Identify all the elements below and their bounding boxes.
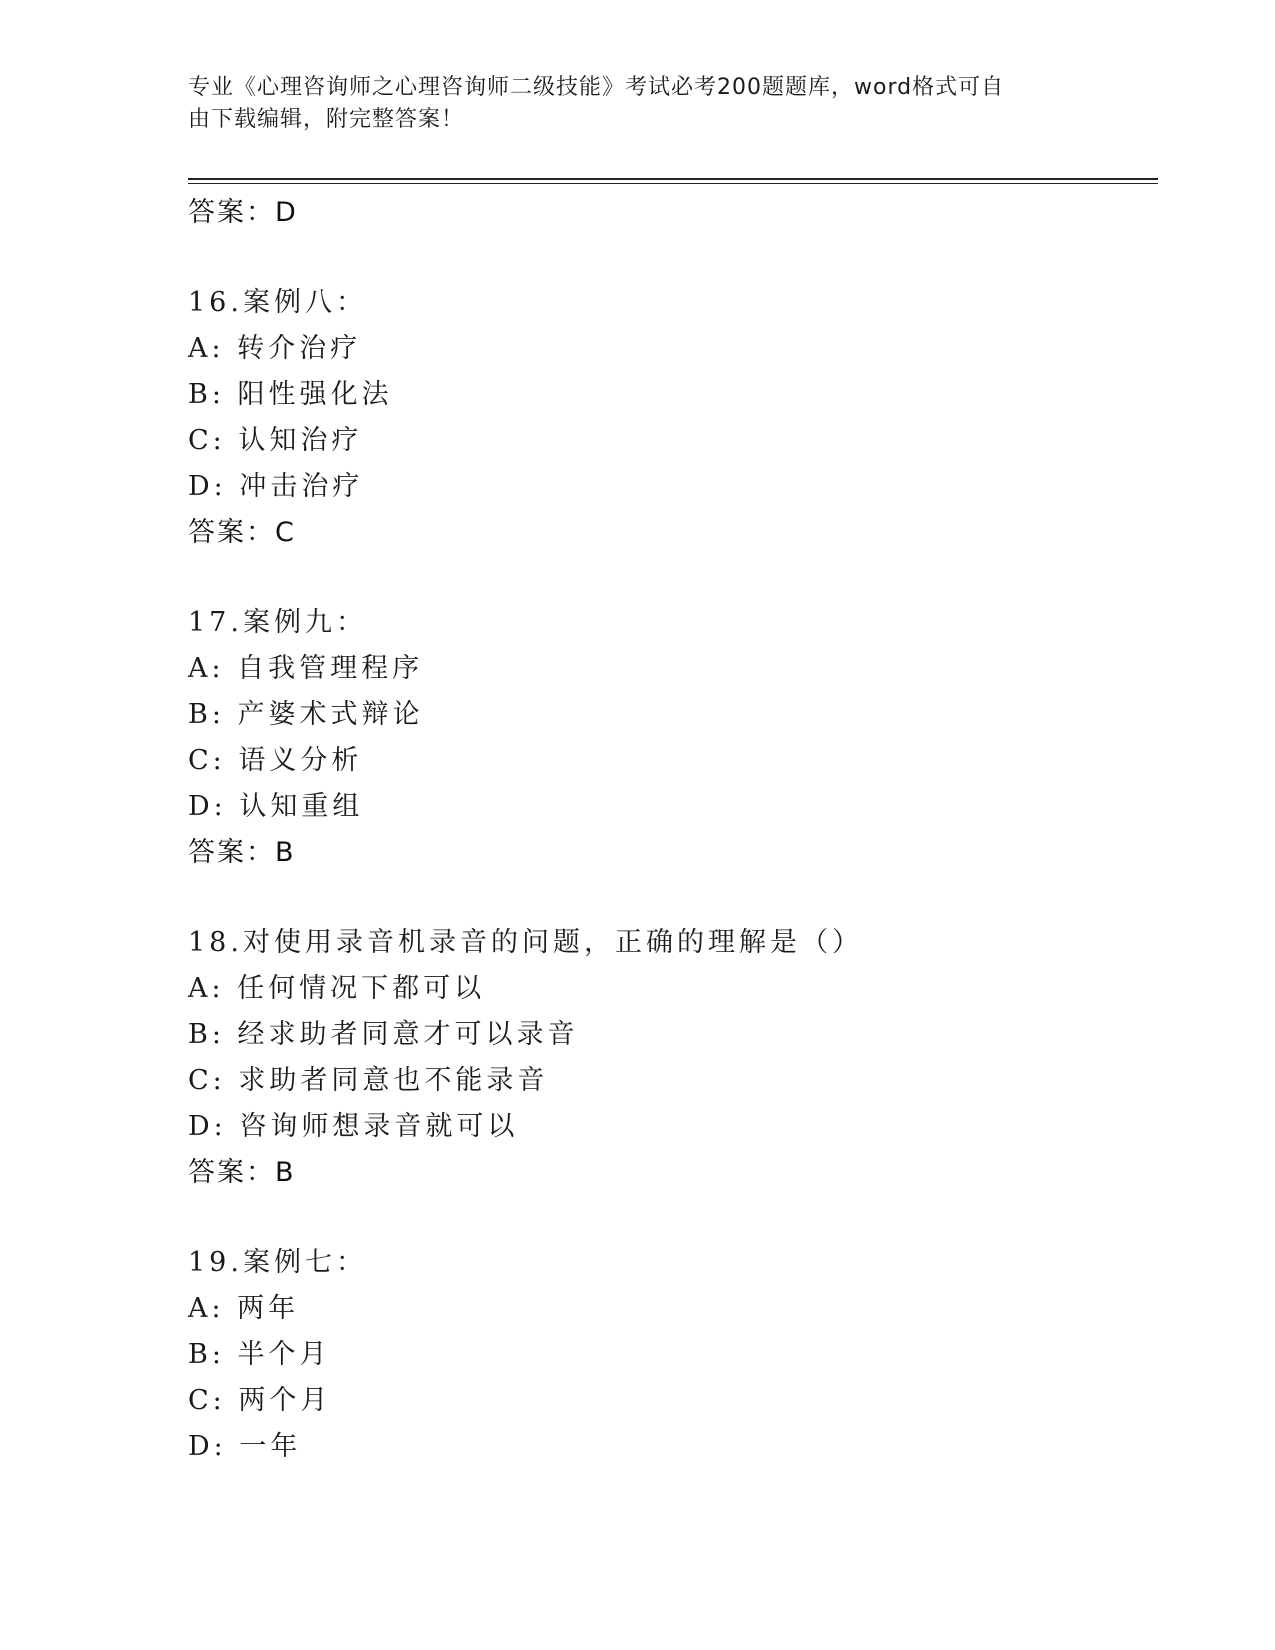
answer-line: 答案：B bbox=[188, 837, 296, 868]
header-divider-thick bbox=[188, 178, 1158, 180]
option-d: D: 冲击治疗 bbox=[188, 471, 364, 502]
option-b: B: 产婆术式辩论 bbox=[188, 699, 424, 730]
answer-line: 答案：C bbox=[188, 517, 296, 548]
previous-answer: 答案：D bbox=[188, 197, 298, 228]
option-a: A: 转介治疗 bbox=[188, 333, 362, 364]
option-d: D: 一年 bbox=[188, 1431, 302, 1462]
option-c: C: 认知治疗 bbox=[188, 425, 363, 456]
document-header bbox=[188, 72, 1068, 136]
option-a: A: 任何情况下都可以 bbox=[188, 973, 486, 1004]
block-spacer bbox=[188, 236, 1148, 280]
option-a: A: 自我管理程序 bbox=[188, 653, 424, 684]
question-block-18 bbox=[188, 920, 1148, 1196]
option-d: D: 咨询师想录音就可以 bbox=[188, 1111, 519, 1142]
question-list bbox=[188, 190, 1148, 1470]
block-spacer bbox=[188, 556, 1148, 600]
option-a: A: 两年 bbox=[188, 1293, 300, 1324]
question-block-16 bbox=[188, 280, 1148, 556]
question-stem: 19.案例七： bbox=[188, 1247, 367, 1278]
question-block-19 bbox=[188, 1240, 1148, 1470]
header-line-1: 专业《心理咨询师之心理咨询师二级技能》考试必考200题题库，word格式可自 bbox=[188, 75, 1005, 100]
option-b: B: 半个月 bbox=[188, 1339, 331, 1370]
question-stem: 18.对使用录音机录音的问题，正确的理解是（） bbox=[188, 927, 863, 958]
answer-line: 答案：B bbox=[188, 1157, 296, 1188]
header-line-2: 由下载编辑，附完整答案！ bbox=[188, 107, 465, 132]
option-c: C: 语义分析 bbox=[188, 745, 363, 776]
block-spacer bbox=[188, 876, 1148, 920]
question-block-17 bbox=[188, 600, 1148, 876]
header-divider-thin bbox=[188, 183, 1158, 184]
option-c: C: 求助者同意也不能录音 bbox=[188, 1065, 549, 1096]
option-c: C: 两个月 bbox=[188, 1385, 332, 1416]
question-stem: 16.案例八： bbox=[188, 287, 367, 318]
option-b: B: 经求助者同意才可以录音 bbox=[188, 1019, 579, 1050]
question-stem: 17.案例九： bbox=[188, 607, 367, 638]
option-d: D: 认知重组 bbox=[188, 791, 364, 822]
block-spacer bbox=[188, 1196, 1148, 1240]
option-b: B: 阳性强化法 bbox=[188, 379, 393, 410]
